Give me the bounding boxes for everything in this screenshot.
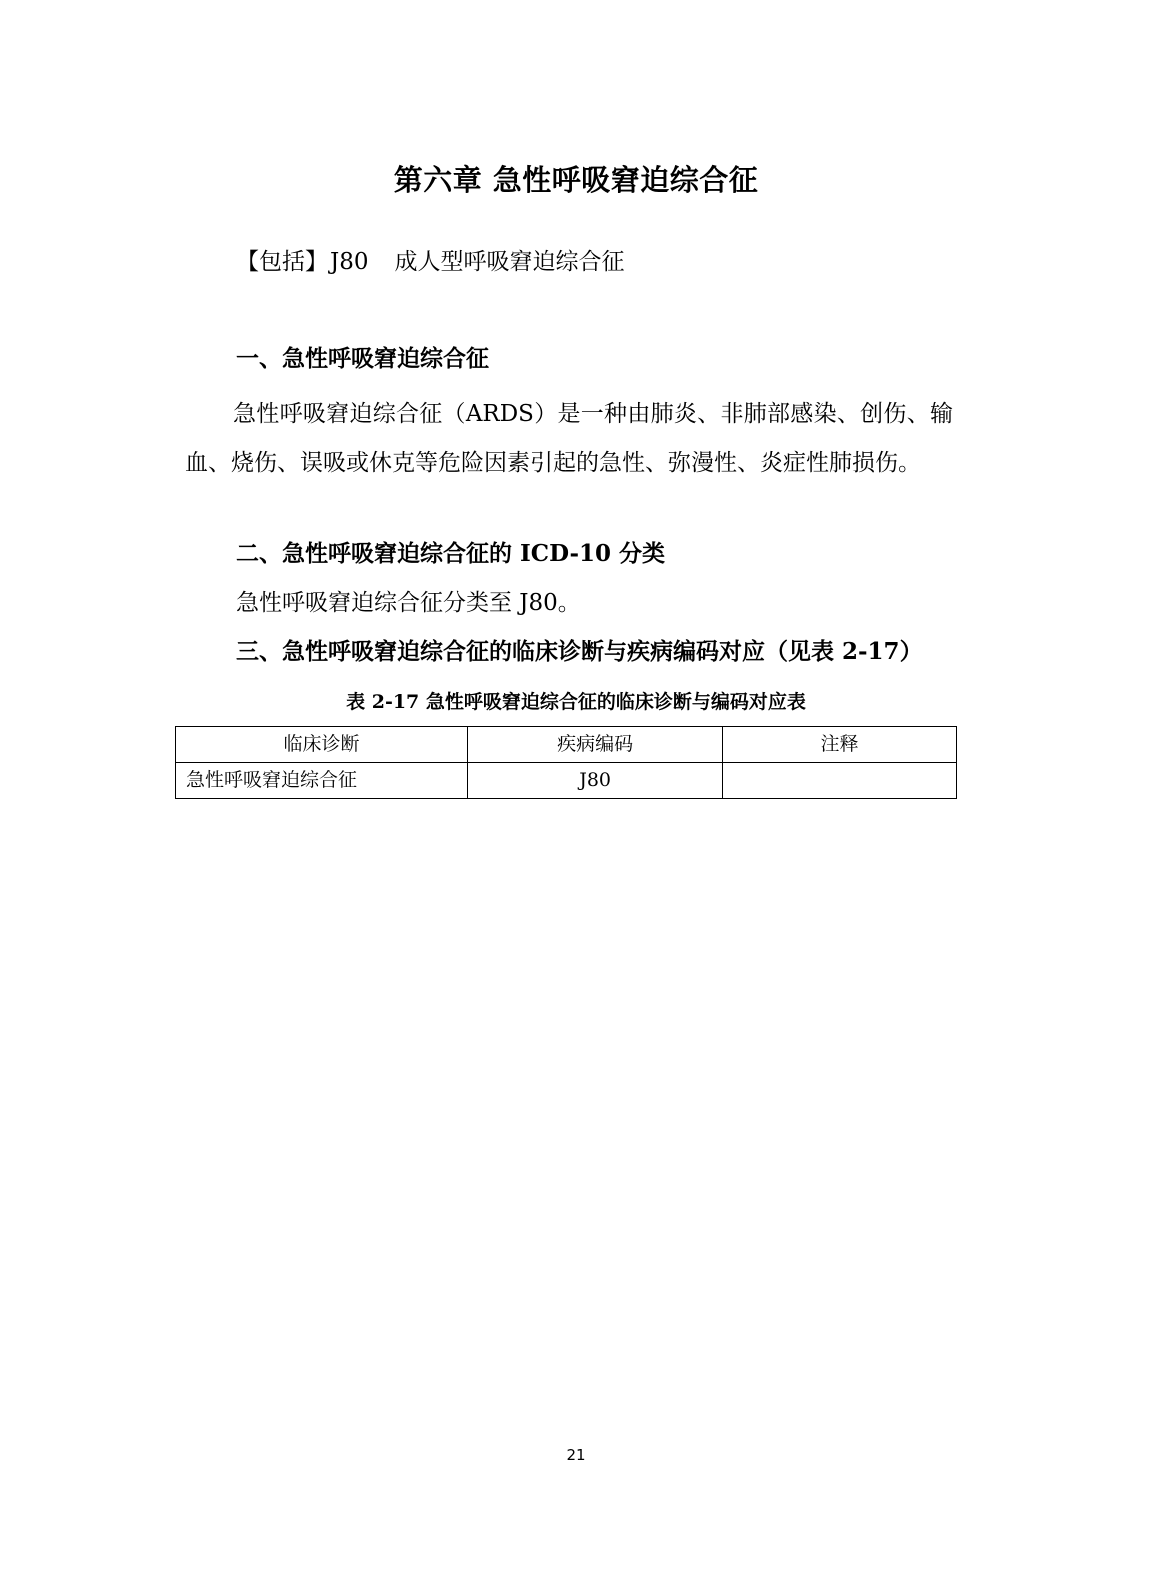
- diagnosis-code-table: [175, 726, 957, 799]
- header-clinical-diagnosis: 临床诊断: [176, 727, 468, 763]
- page-number: 21: [566, 1446, 586, 1464]
- inclusion-name: 成人型呼吸窘迫综合征: [394, 249, 625, 275]
- table-row: [176, 763, 957, 799]
- inclusion-label: 【包括】: [236, 249, 328, 275]
- chapter-title: 第六章 急性呼吸窘迫综合征: [393, 163, 759, 197]
- section-body-definition: 急性呼吸窘迫综合征（ARDS）是一种由肺炎、非肺部感染、创伤、输血、烧伤、误吸或休克等危险因素引起的急性、弥漫性、炎症性肺损伤。: [185, 401, 953, 476]
- inclusion-line: [236, 244, 625, 280]
- table-caption: 表 2-17 急性呼吸窘迫综合征的临床诊断与编码对应表: [346, 691, 806, 713]
- section-heading-definition: 一、急性呼吸窘迫综合征: [236, 345, 489, 372]
- section-heading-classification: 二、急性呼吸窘迫综合征的 ICD-10 分类: [236, 540, 666, 567]
- table-header-row: [176, 727, 957, 763]
- section-heading-mapping: 三、急性呼吸窘迫综合征的临床诊断与疾病编码对应（见表 2-17）: [236, 638, 923, 665]
- cell-clinical-diagnosis: 急性呼吸窘迫综合征: [176, 763, 468, 799]
- cell-disease-code: J80: [468, 763, 723, 799]
- header-disease-code: 疾病编码: [468, 727, 723, 763]
- cell-notes: [723, 763, 957, 799]
- inclusion-code: J80: [330, 249, 369, 275]
- section-body-classification: 急性呼吸窘迫综合征分类至 J80。: [236, 590, 581, 616]
- header-notes: 注释: [723, 727, 957, 763]
